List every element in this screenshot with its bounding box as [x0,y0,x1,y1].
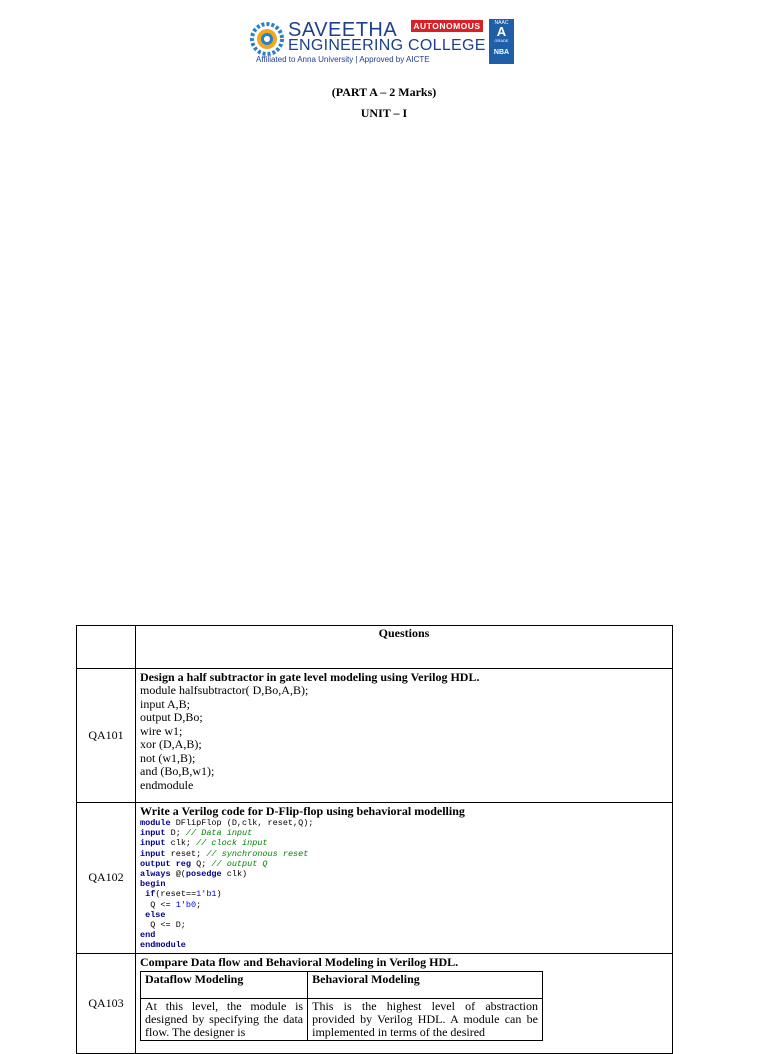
answer-line: module halfsubtractor( D,Bo,A,B); [140,683,309,697]
question-id: QA101 [77,669,136,803]
naac-badge [489,19,514,64]
answer-line: output D,Bo; [140,710,203,724]
nba-label: NBA [493,49,510,56]
code-keyword: output reg [140,858,192,869]
answer-line: wire w1; [140,723,183,738]
dataflow-heading: Dataflow Modeling [141,971,308,998]
code-text: Q; [191,858,212,869]
question-id: QA103 [77,953,136,1053]
code-comment: // synchronous reset [206,848,309,859]
code-keyword: input [140,848,166,859]
college-name-line2: ENGINEERING COLLEGE [288,37,486,54]
code-text: ; [196,899,202,910]
code-comment: // Data input [185,828,253,839]
unit-heading: UNIT – I [360,106,408,120]
code-keyword: end [140,930,156,941]
question-cell [136,953,673,1053]
code-keyword: input [140,828,166,839]
college-name-line1: SAVEETHA [288,19,398,41]
code-keyword: posedge [185,869,222,880]
code-text: D; [165,828,186,839]
college-logo [250,18,516,66]
code-text: Q <= D; [140,920,186,931]
naac-grade-label: GRADE [494,38,509,43]
behavioral-heading: Behavioral Modeling [308,971,543,998]
code-text: ) [216,889,222,900]
code-block [140,818,668,951]
comparison-table [140,971,543,1041]
code-keyword: else [145,909,166,920]
naac-label: NAAC [494,20,509,26]
answer-line: endmodule [140,777,194,792]
code-keyword: always [140,869,171,880]
id-column-header [77,626,136,669]
question-id: QA102 [77,803,136,954]
table-row [77,953,673,1053]
autonomous-badge: AUTONOMOUS [411,20,483,32]
code-text: DFlipFlop (D,clk, reset,Q); [170,818,314,828]
part-heading: (PART A – 2 Marks) [331,85,437,99]
code-text: (reset== [155,889,197,900]
comparison-body-row [141,998,543,1040]
code-text: @( [170,869,186,880]
code-text: clk) [221,869,248,880]
code-comment: // clock input [196,838,268,849]
table-row [77,803,673,954]
answer-line: and (Bo,B,w1); [140,764,215,778]
question-title: Design a half subtractor in gate level modeling using Verilog HDL. [140,670,480,684]
code-text: reset; [165,848,207,859]
questions-column-header: Questions [136,626,673,669]
table-row [77,669,673,803]
questions-table [76,625,673,1054]
code-keyword: if [145,889,156,900]
college-emblem-icon [250,22,284,56]
code-keyword: module [140,818,171,828]
code-number: 1'b0 [175,899,197,910]
code-keyword: begin [140,879,166,890]
question-title: Write a Verilog code for D-Flip-flop using behavioral modelling [140,804,465,818]
code-keyword: input [140,838,166,849]
question-title: Compare Data flow and Behavioral Modeling in Verilog HDL. [140,954,459,969]
answer-line: not (w1,B); [140,750,196,765]
answer-line: xor (D,A,B); [140,737,202,751]
code-text: clk; [165,838,197,849]
comparison-header-row [141,971,543,998]
table-header-row [77,626,673,669]
answer-line: input A,B; [140,696,191,711]
behavioral-description: This is the highest level of abstraction provided by Verilog HDL. A module can be implemented in terms of the desired [308,998,543,1040]
naac-grade: A [496,24,507,39]
code-text: Q <= [140,899,176,910]
question-cell [136,669,673,803]
code-keyword: endmodule [140,940,186,951]
question-cell [136,803,673,954]
dataflow-description: At this level, the module is designed by specifying the data flow. The designer is [141,998,308,1040]
code-comment: // output Q [211,858,268,869]
code-number: 1'b1 [196,889,217,900]
college-tagline: Affiliated to Anna University | Approved by AICTE [256,55,430,64]
